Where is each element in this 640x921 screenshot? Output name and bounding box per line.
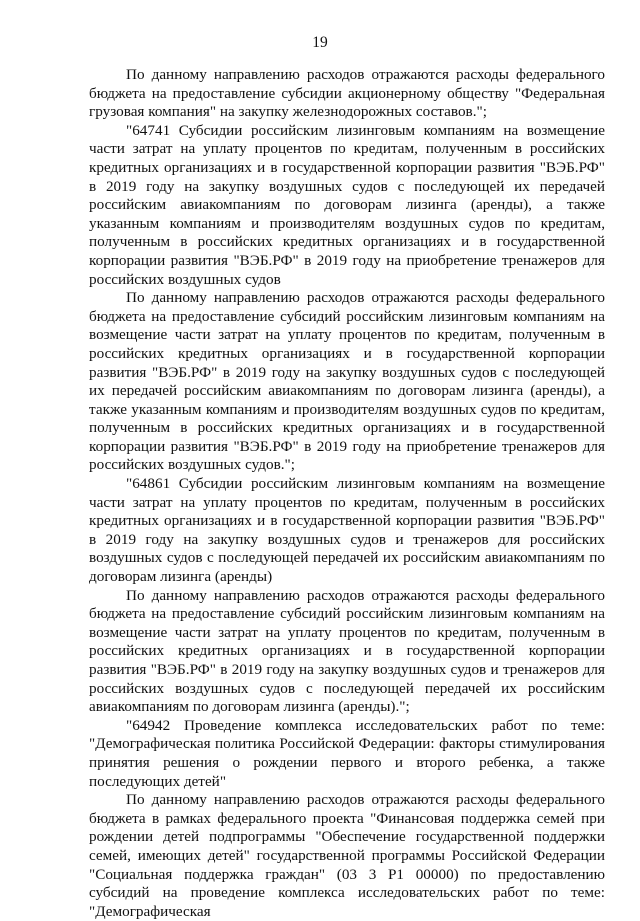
paragraph-4: "64861 Субсидии российским лизинговым компаниям на возмещение части затрат на уплату процентов по кредитам, полученным в российских кредитных организациях и в государственной корпорации развития "ВЭБ.РФ" в 2019 году на закупку воздушных судов и тренажеров для российских воздушных судов с последующей передачей их российским авиакомпаниям по договорам лизинга (аренды) (89, 475, 605, 586)
paragraph-2: "64741 Субсидии российским лизинговым компаниям на возмещение части затрат на уплату процентов по кредитам, полученным в российских кредитных организациях и в государственной корпорации развития "ВЭБ.РФ" в 2019 году на закупку воздушных судов с последующей их передачей российским авиакомпаниям по договорам лизинга (аренды), а также указанным компаниям и производителям воздушных судов по кредитам, полученным в российских кредитных организациях и в государственной корпорации развития "ВЭБ.РФ" в 2019 году на приобретение тренажеров для российских воздушных судов (89, 121, 605, 288)
document-body (89, 66, 605, 921)
paragraph-5: По данному направлению расходов отражаются расходы федерального бюджета на предоставление субсидий российским лизинговым компаниям на возмещение части затрат на уплату процентов по кредитам, полученным в российских кредитных организациях и в государственной корпорации развития "ВЭБ.РФ" в 2019 году на закупку воздушных судов и тренажеров для российских воздушных судов с последующей передачей их российским авиакомпаниям по договорам лизинга (аренды)."; (89, 586, 605, 716)
paragraph-1: По данному направлению расходов отражаются расходы федерального бюджета на предоставление субсидии акционерному обществу "Федеральная грузовая компания" на закупку железнодорожных составов."; (89, 66, 605, 121)
paragraph-7: По данному направлению расходов отражаются расходы федерального бюджета в рамках федерального проекта "Финансовая поддержка семей при рождении детей подпрограммы "Обеспечение государственной поддержки семей, имеющих детей" государственной программы Российской Федерации "Социальная поддержка граждан" (03 3 Р1 00000) по предоставлению субсидий на проведение комплекса исследовательских работ по теме: "Демографическая (89, 791, 605, 920)
paragraph-6: "64942 Проведение комплекса исследовательских работ по теме: "Демографическая политика Российской Федерации: факторы стимулирования принятия решения о рождении первого и второго ребенка, а также последующих детей" (89, 716, 605, 790)
page-number: 19 (312, 34, 328, 51)
paragraph-3: По данному направлению расходов отражаются расходы федерального бюджета на предоставление субсидий российским лизинговым компаниям на возмещение части затрат на уплату процентов по кредитам, полученным в российских кредитных организациях и в государственной корпорации развития "ВЭБ.РФ" в 2019 году на закупку воздушных судов с последующей их передачей российским авиакомпаниям по договорам лизинга (аренды), а также указанным компаниям и производителям воздушных судов по кредитам, полученным в российских кредитных организациях и в государственной корпорации развития "ВЭБ.РФ" в 2019 году на приобретение тренажеров для российских воздушных судов."; (89, 289, 605, 474)
